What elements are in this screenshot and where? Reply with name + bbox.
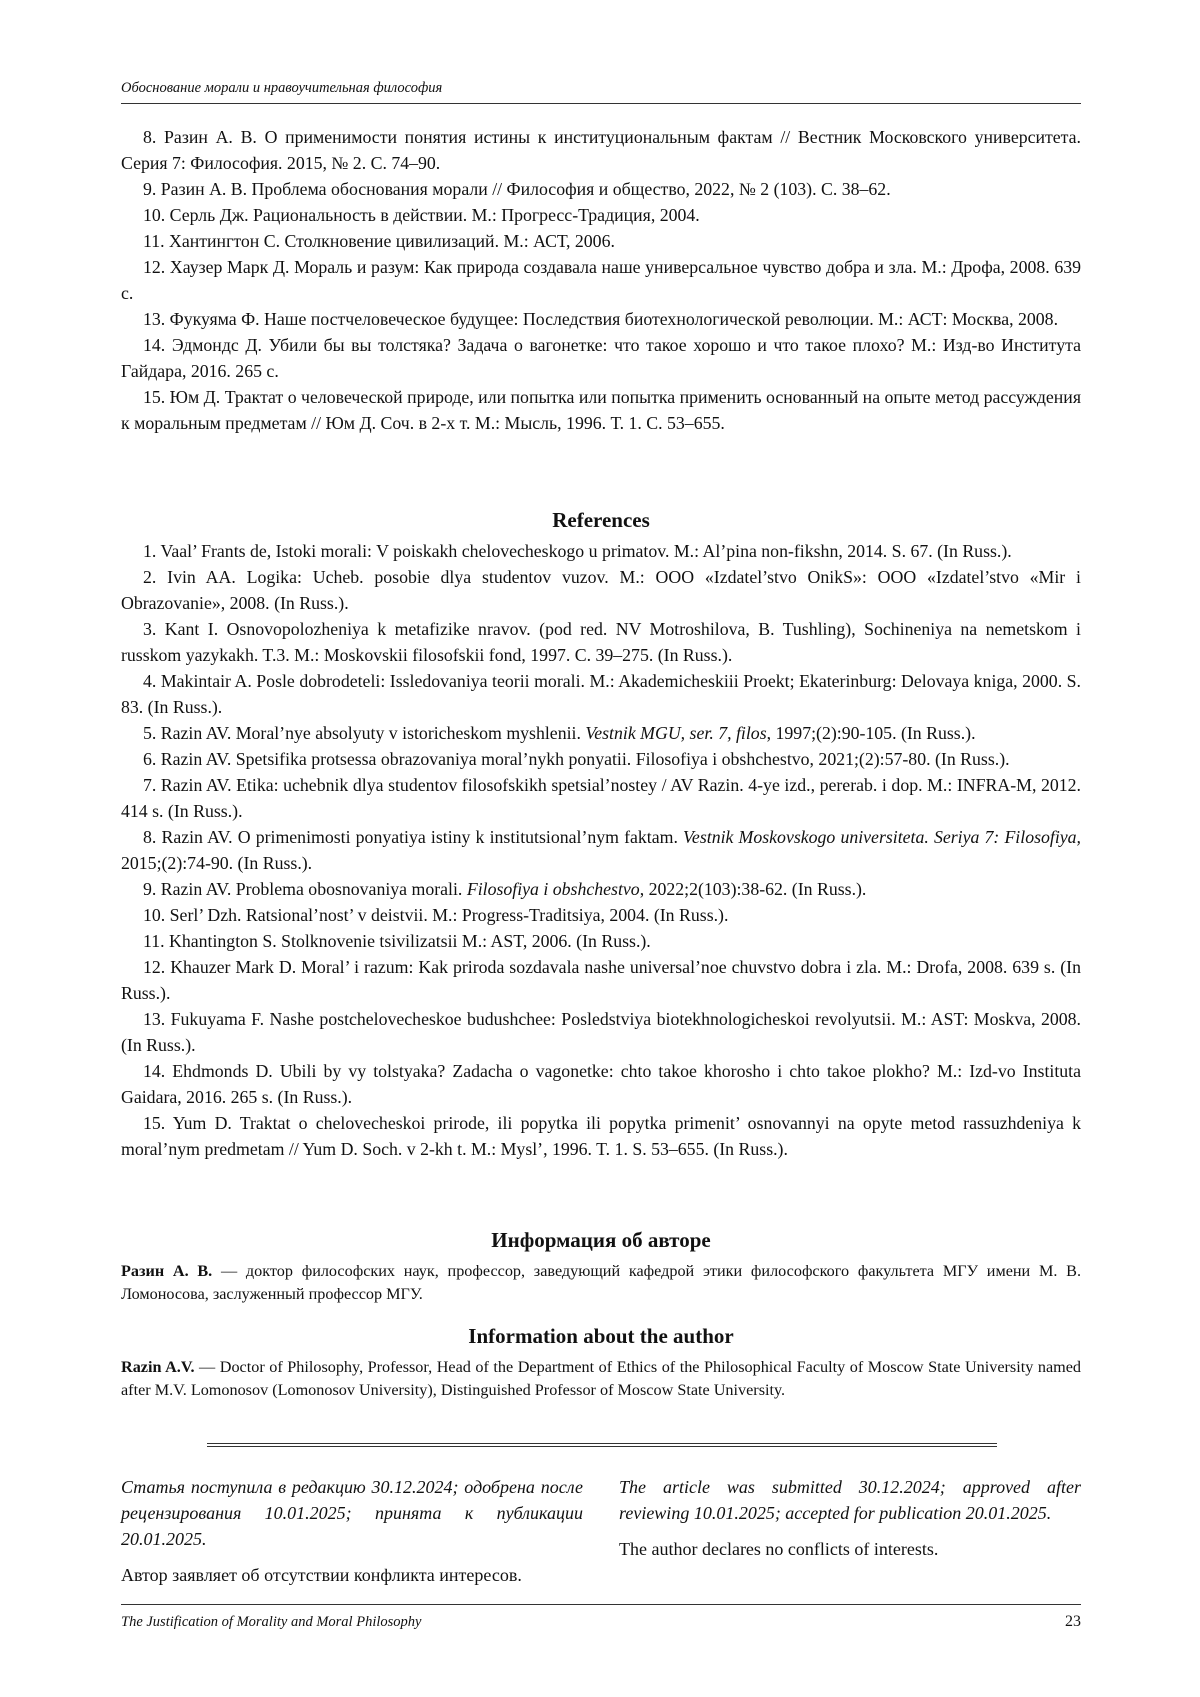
author-info-ru: Разин А. В. — доктор философских наук, профессор, заведующий кафедрой этики философского факультета МГУ имени М. В. Ломоносова, заслуженный профессор МГУ. — [121, 1262, 1081, 1303]
en-reference-item: 15. Yum D. Traktat o chelovecheskoi prirode, ili popytka ili popytka primenit’ osnovannyi na opyte metod rassuzhdeniya k moral’nym predmetam // Yum D. Soch. v 2-kh t. M.: Mysl’, 1996. T. 1. S. 53–655. (In Russ.). — [121, 1113, 1081, 1159]
ru-reference-item: 14. Эдмондс Д. Убили бы вы толстяка? Задача о вагонетке: что такое хорошо и что такое плохо? М.: Изд-во Института Гайдара, 2016. 265 с. — [121, 335, 1081, 381]
en-reference-item: 5. Razin AV. Moral’nye absolyuty v istoricheskom myshlenii. Vestnik MGU, ser. 7, filos, 1997;(2):90-105. (In Russ.). — [143, 723, 976, 743]
en-reference-item: 1. Vaal’ Frants de, Istoki morali: V poiskakh chelovecheskogo u primatov. M.: Al’pina non-fikshn, 2014. S. 67. (In Russ.). — [143, 541, 1012, 561]
conflict-statement-en: The author declares no conflicts of interests. — [619, 1539, 939, 1559]
en-reference-item: 12. Khauzer Mark D. Moral’ i razum: Kak priroda sozdavala nashe universal’noe chuvstvo dobra i zla. M.: Drofa, 2008. 639 s. (In Russ.). — [121, 957, 1081, 1003]
ru-reference-item: 15. Юм Д. Трактат о человеческой природе, или попытка или попытка применить основанный на опыте метод рассуждения к моральным предметам // Юм Д. Соч. в 2-х т. М.: Мысль, 1996. Т. 1. С. 53–655. — [121, 387, 1081, 433]
ru-reference-item: 10. Серль Дж. Рациональность в действии. М.: Прогресс-Традиция, 2004. — [143, 205, 700, 225]
author-info-en: Razin A.V. — Doctor of Philosophy, Professor, Head of the Department of Ethics of the Philosophical Faculty of Moscow State University named after M.V. Lomonosov (Lomonosov University), Distinguished Professor of Moscow State University. — [121, 1358, 1081, 1399]
submission-info-en — [619, 1474, 1081, 1562]
author-info-heading-en: Information about the author — [468, 1324, 734, 1348]
conflict-statement-ru: Автор заявляет об отсутствии конфликта интересов. — [121, 1565, 522, 1585]
submission-info-ru — [121, 1474, 583, 1588]
author-name-ru: Разин А. В. — [121, 1262, 213, 1280]
en-reference-item: 13. Fukuyama F. Nashe postchelovecheskoe budushchee: Posledstviya biotekhnologicheskoi revolyutsii. M.: AST: Moskva, 2008. (In Russ.). — [121, 1009, 1081, 1055]
section-divider — [207, 1443, 997, 1447]
en-reference-item: 2. Ivin AA. Logika: Ucheb. posobie dlya studentov vuzov. M.: OOO «Izdatel’stvo OnikS»: OOO «Izdatel’stvo «Mir i Obrazovanie», 2008. (In Russ.). — [121, 567, 1081, 613]
ru-reference-item: 9. Разин А. В. Проблема обоснования морали // Философия и общество, 2022, № 2 (103). С. 38–62. — [143, 179, 891, 199]
en-reference-item: 9. Razin AV. Problema obosnovaniya morali. Filosofiya i obshchestvo, 2022;2(103):38-62. (In Russ.). — [143, 879, 867, 899]
en-reference-item: 3. Kant I. Osnovopolozheniya k metafizike nravov. (pod red. NV Motroshilova, B. Tushling), Sochineniya na nemetskom i russkom yazykakh. T.3. M.: Moskovskii filosofskii fond, 1997. C. 39–275. (In Russ.). — [121, 619, 1081, 665]
footer-journal-title: The Justification of Morality and Moral Philosophy — [121, 1614, 422, 1630]
submission-dates-en: The article was submitted 30.12.2024; approved after reviewing 10.01.2025; accepted for publication 20.01.2025. — [619, 1477, 1081, 1523]
en-reference-item: 8. Razin AV. O primenimosti ponyatiya istiny k institutsional’nym faktam. Vestnik Moskovskogo universiteta. Seriya 7: Filosofiya, 2015;(2):74-90. (In Russ.). — [121, 827, 1081, 873]
en-reference-item: 4. Makintair A. Posle dobrodeteli: Issledovaniya teorii morali. M.: Akademicheskiii Proekt; Ekaterinburg: Delovaya kniga, 2000. S. 83. (In Russ.). — [121, 671, 1081, 717]
submission-dates-ru: Статья поступила в редакцию 30.12.2024; одобрена после рецензирования 10.01.2025; принята к публикации 20.01.2025. — [121, 1477, 583, 1549]
russian-reference-list — [121, 124, 1081, 436]
en-reference-item: 10. Serl’ Dzh. Ratsional’nost’ v deistvii. M.: Progress-Traditsiya, 2004. (In Russ.). — [143, 905, 729, 925]
running-head: Обоснование морали и нравоучительная философия — [121, 80, 1081, 104]
en-reference-item: 14. Ehdmonds D. Ubili by vy tolstyaka? Zadacha o vagonetke: chto takoe khorosho i chto takoe plokho? M.: Izd-vo Instituta Gaidara, 2016. 265 s. (In Russ.). — [121, 1061, 1081, 1107]
ru-reference-item: 11. Хантингтон С. Столкновение цивилизаций. М.: АСТ, 2006. — [143, 231, 615, 251]
journal-title: Vestnik MGU, ser. 7, filos — [585, 723, 767, 743]
author-name-en: Razin A.V. — [121, 1358, 195, 1376]
ru-reference-item: 8. Разин А. В. О применимости понятия истины к институциональным фактам // Вестник Московского университета. Серия 7: Философия. 2015, № 2. С. 74–90. — [121, 127, 1081, 173]
en-reference-item: 6. Razin AV. Spetsifika protsessa obrazovaniya moral’nykh ponyatii. Filosofiya i obshchestvo, 2021;(2):57-80. (In Russ.). — [143, 749, 1010, 769]
journal-title: Vestnik Moskovskogo universiteta. Seriya 7: Filosofiya, — [683, 827, 1081, 847]
ru-reference-item: 13. Фукуяма Ф. Наше постчеловеческое будущее: Последствия биотехнологической революции. М.: АСТ: Москва, 2008. — [143, 309, 1059, 329]
author-info-heading-ru: Информация об авторе — [491, 1228, 711, 1252]
en-reference-item: 7. Razin AV. Etika: uchebnik dlya studentov filosofskikh spetsial’nostey / AV Razin. 4-ye izd., pererab. i dop. M.: INFRA-M, 2012. 414 s. (In Russ.). — [121, 775, 1081, 821]
journal-title: Filosofiya i obshchestvo — [466, 879, 640, 899]
references-heading: References — [552, 508, 650, 532]
english-reference-list — [121, 538, 1081, 1162]
page-footer — [121, 1604, 1081, 1631]
page-number: 23 — [1065, 1613, 1081, 1630]
ru-reference-item: 12. Хаузер Марк Д. Мораль и разум: Как природа создавала наше универсальное чувство добра и зла. М.: Дрофа, 2008. 639 с. — [121, 257, 1081, 303]
en-reference-item: 11. Khantington S. Stolknovenie tsivilizatsii M.: AST, 2006. (In Russ.). — [143, 931, 651, 951]
